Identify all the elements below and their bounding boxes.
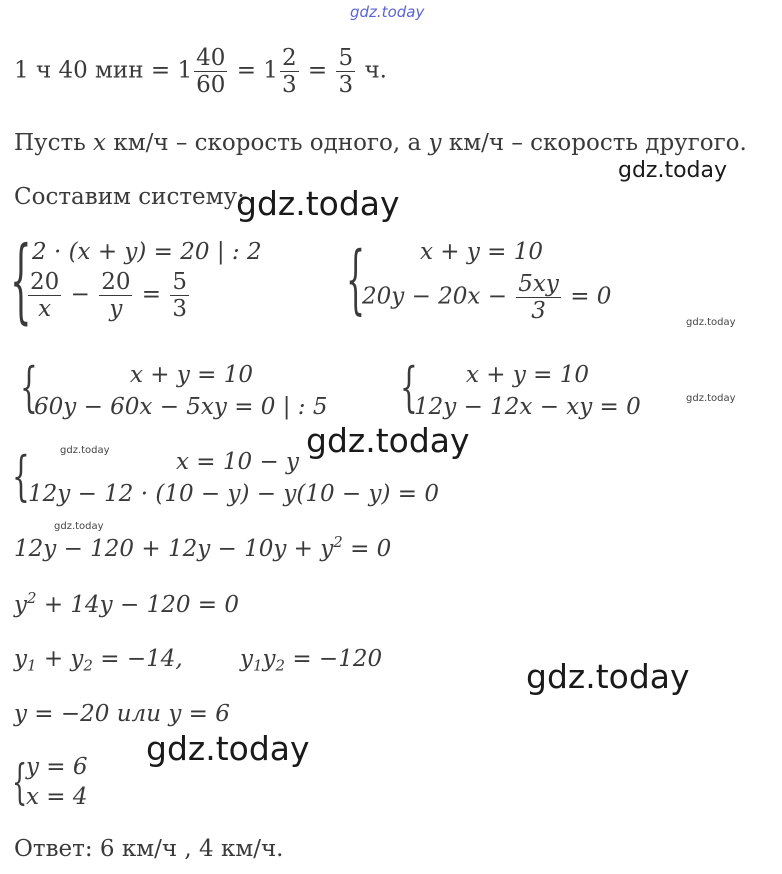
- watermark: gdz.today: [618, 158, 728, 183]
- system1-row2: [26, 270, 191, 321]
- subscript: 2: [83, 656, 93, 675]
- fraction: $\frac{40}{60}$: [196, 45, 226, 99]
- watermark-top: gdz.today: [350, 3, 425, 21]
- system5-row2: 12y − 12 · (10 − y) − y(10 − y) = 0: [28, 481, 439, 507]
- final-system-row1: y = 6: [26, 754, 88, 780]
- expanded-equation: [14, 533, 392, 562]
- fraction: $\frac{20}{x}$: [30, 269, 60, 323]
- vieta-formulas: [14, 646, 183, 675]
- equals: = 1: [236, 57, 278, 84]
- watermark-small: gdz.today: [60, 445, 110, 456]
- exponent: 2: [333, 533, 343, 552]
- final-system-row2: x = 4: [26, 784, 88, 810]
- brace-icon: {: [12, 754, 28, 810]
- text: y: [14, 646, 27, 672]
- fraction: $\frac{5}{3}$: [338, 45, 354, 99]
- roots: y = −20 или y = 6: [14, 701, 230, 727]
- text: 20y − 20x −: [362, 283, 507, 310]
- text: = −120: [285, 646, 383, 672]
- text: + y: [36, 646, 84, 672]
- system3-row1: x + y = 10: [130, 362, 254, 388]
- text: = 0: [570, 283, 612, 310]
- brace-icon: {: [10, 227, 32, 336]
- system2-row2: [362, 272, 611, 323]
- let-statement: [14, 132, 747, 155]
- var-y: y: [428, 130, 442, 156]
- exponent: 2: [27, 589, 37, 608]
- time-lhs: 1 ч 40 мин = 1: [14, 57, 193, 84]
- system4-row1: x + y = 10: [466, 362, 590, 388]
- vieta-product: [240, 646, 383, 675]
- system1-row1: 2 · (x + y) = 20 | : 2: [32, 239, 262, 265]
- answer: Ответ: 6 км/ч , 4 км/ч.: [14, 836, 284, 862]
- text: 12y − 120 + 12y − 10y + y: [14, 536, 334, 562]
- var-x: x: [93, 130, 107, 156]
- minus: −: [70, 281, 90, 308]
- brace-icon: {: [20, 356, 38, 419]
- system4-row2: 12y − 12x − xy = 0: [414, 394, 641, 420]
- brace-icon: {: [400, 356, 418, 419]
- text: = −14,: [92, 646, 183, 672]
- text: = 0: [342, 536, 392, 562]
- watermark: gdz.today: [306, 421, 470, 460]
- system2-row1: x + y = 10: [420, 239, 544, 265]
- text: + 14y − 120 = 0: [36, 592, 239, 618]
- fraction: $\frac{20}{y}$: [101, 269, 131, 323]
- compose-system-text: Составим систему:: [14, 184, 245, 210]
- brace-icon: {: [12, 445, 30, 508]
- fraction: $\frac{5xy}{3}$: [518, 271, 559, 325]
- text: y: [262, 646, 276, 672]
- text: Пусть: [14, 130, 94, 156]
- subscript: 1: [253, 656, 263, 675]
- equals: =: [307, 57, 328, 84]
- text: км/ч – скорость другого.: [441, 130, 747, 156]
- brace-icon: {: [346, 237, 366, 325]
- system5-row1: x = 10 − y: [176, 449, 300, 475]
- time-conversion: [14, 46, 387, 97]
- watermark-small: gdz.today: [686, 317, 736, 328]
- text: y: [14, 592, 27, 618]
- subscript: 1: [27, 656, 37, 675]
- text: y: [240, 646, 253, 672]
- subscript: 2: [275, 656, 286, 675]
- watermark-small: gdz.today: [54, 521, 104, 532]
- equals: =: [141, 281, 162, 308]
- watermark-small: gdz.today: [686, 393, 736, 404]
- text: км/ч – скорость одного, а: [106, 130, 429, 156]
- system3-row2: 60y − 60x − 5xy = 0 | : 5: [34, 394, 328, 420]
- watermark: gdz.today: [146, 729, 310, 768]
- quadratic-equation: [14, 589, 239, 618]
- fraction: $\frac{5}{3}$: [172, 269, 188, 323]
- watermark: gdz.today: [236, 184, 400, 223]
- unit: ч.: [364, 57, 387, 84]
- watermark: gdz.today: [526, 657, 690, 696]
- fraction: $\frac{2}{3}$: [281, 45, 297, 99]
